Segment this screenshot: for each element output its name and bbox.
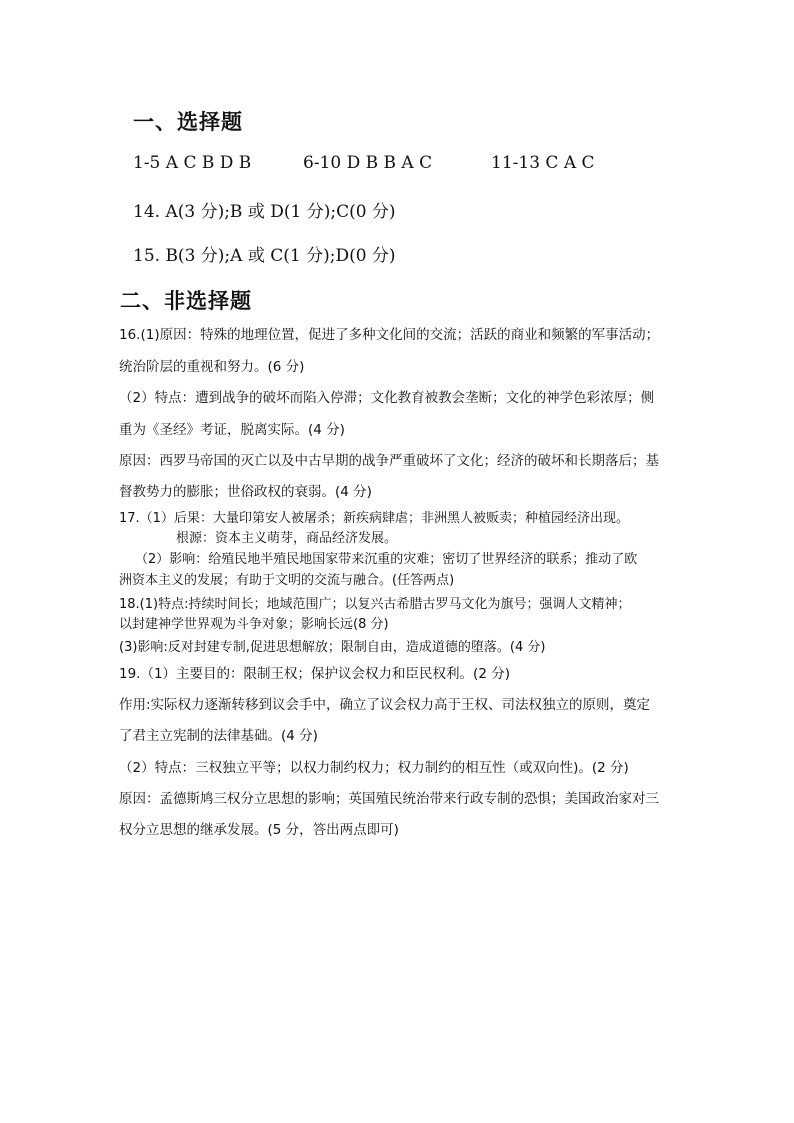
answer-line: 18.(1)特点:持续时间长；地域范围广；以复兴古希腊古罗马文化为旗号；强调人文精神； bbox=[119, 597, 631, 612]
answer-line: 19.（1）主要目的：限制王权；保护议会权力和臣民权利。(2 分) bbox=[119, 666, 510, 682]
answer-line: 根源：资本主义萌芽，商品经济发展。 bbox=[176, 531, 398, 546]
answers-6-10: 6-10 D B B A C bbox=[303, 153, 433, 173]
answer-line: 原因：西罗马帝国的灭亡以及中古早期的战争严重破坏了文化；经济的破坏和长期落后；基 bbox=[119, 453, 659, 469]
answer-line: （2）特点：三权独立平等；以权力制约权力；权力制约的相互性（或双向性)。(2 分) bbox=[119, 760, 629, 776]
section-title-nonchoice: 二、非选择题 bbox=[120, 289, 252, 313]
answer-line: 重为《圣经》考证，脱离实际。(4 分) bbox=[119, 422, 345, 438]
answers-1-5: 1-5 A C B D B bbox=[133, 153, 252, 173]
answers-11-13: 11-13 C A C bbox=[491, 153, 595, 173]
answer-line: 了君主立宪制的法律基础。(4 分) bbox=[119, 728, 318, 744]
answer-line: 权分立思想的继承发展。(5 分，答出两点即可) bbox=[119, 822, 399, 838]
answer-line: 原因：孟德斯鸠三权分立思想的影响；英国殖民统治带来行政专制的恐惧；美国政治家对三 bbox=[119, 791, 659, 807]
answer-line: 督教势力的膨胀；世俗政权的衰弱。(4 分) bbox=[119, 484, 372, 500]
answer-line: 统治阶层的重视和努力。(6 分) bbox=[119, 359, 305, 375]
answer-line: (3)影响:反对封建专制,促进思想解放；限制自由，造成道德的堕落。(4 分) bbox=[119, 640, 546, 655]
answer-line: 16.(1)原因：特殊的地理位置，促进了多种文化间的交流；活跃的商业和频繁的军事活动； bbox=[119, 327, 660, 343]
answer-line: 洲资本主义的发展；有助于文明的交流与融合。(任答两点) bbox=[119, 573, 455, 588]
answer-line: 作用:实际权力逐渐转移到议会手中，确立了议会权力高于王权、司法权独立的原则，奠定 bbox=[119, 697, 651, 713]
answer-14: 14. A(3 分);B 或 D(1 分);C(0 分) bbox=[133, 202, 396, 222]
answer-line: 17.（1）后果：大量印第安人被屠杀；新疾病肆虐；非洲黑人被贩卖；种植园经济出现。 bbox=[119, 511, 629, 526]
answer-15: 15. B(3 分);A 或 C(1 分);D(0 分) bbox=[133, 246, 396, 266]
answer-line: 以封建神学世界观为斗争对象；影响长远(8 分) bbox=[119, 617, 389, 632]
section-title-choice: 一、选择题 bbox=[133, 110, 243, 134]
answer-line: （2）影响：给殖民地半殖民地国家带来沉重的灾难；密切了世界经济的联系；推动了欧 bbox=[135, 552, 638, 567]
answer-line: （2）特点：遭到战争的破坏而陷入停滞；文化教育被教会垄断；文化的神学色彩浓厚；侧 bbox=[119, 390, 655, 406]
